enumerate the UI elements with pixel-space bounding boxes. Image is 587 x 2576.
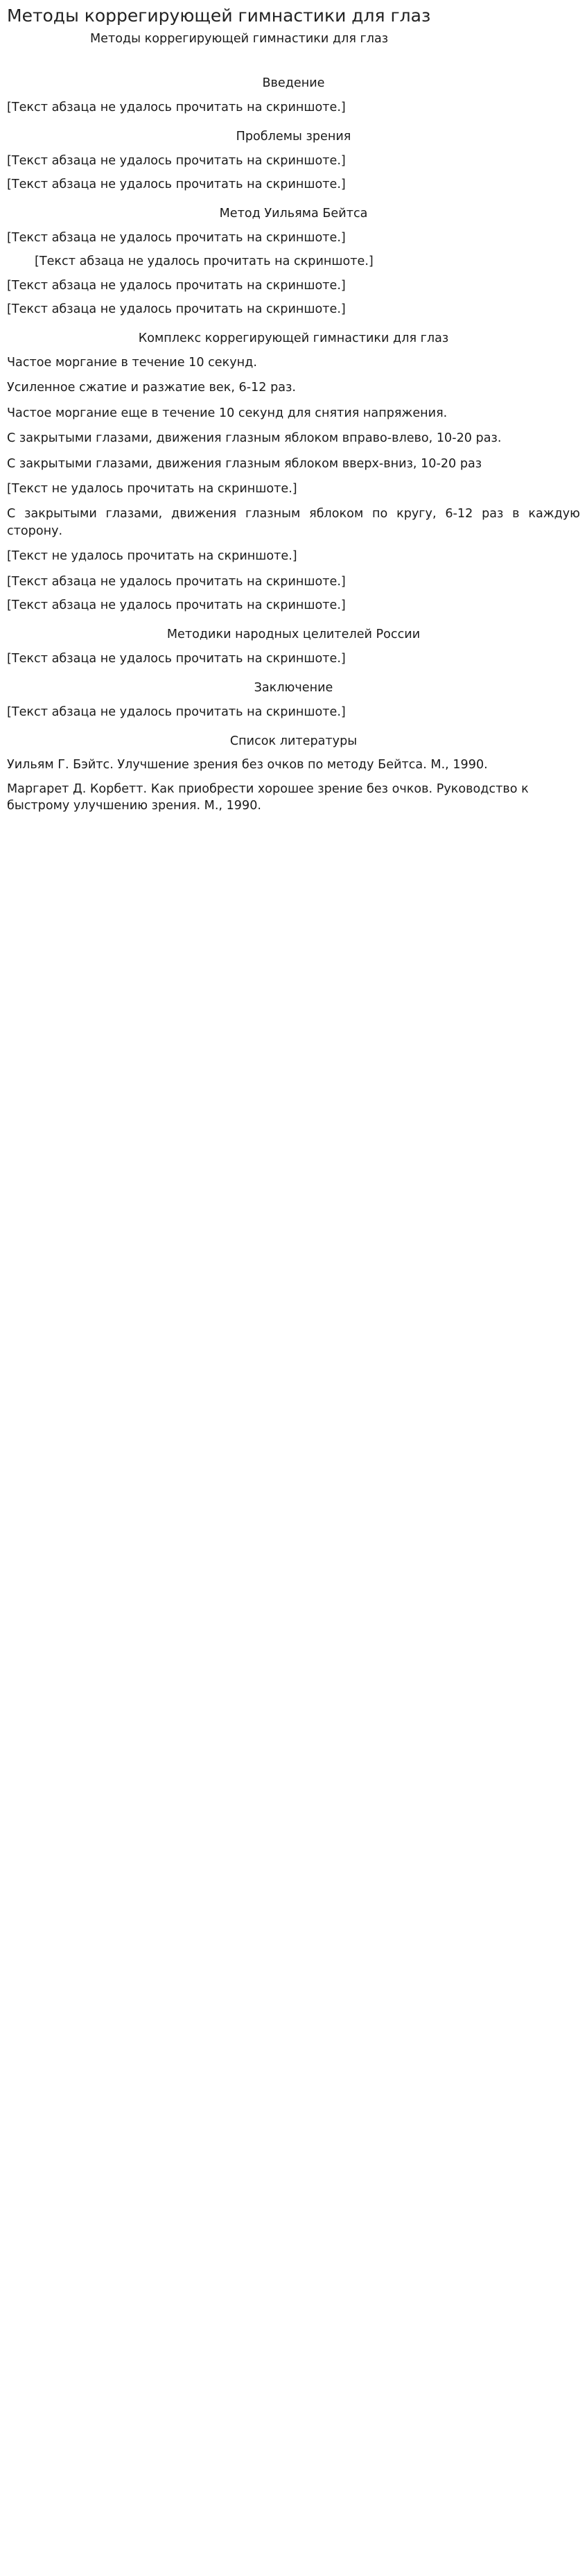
section-heading-references: Список литературы xyxy=(229,734,358,748)
paragraph-complex-2: [Текст абзаца не удалось прочитать на скриншоте.] xyxy=(7,598,346,612)
section-heading-intro: Введение xyxy=(262,76,325,91)
document-page xyxy=(0,0,587,836)
section-heading-bates: Метод Уильяма Бейтса xyxy=(219,207,368,221)
section-heading-complex: Комплекс коррегирующей гимнастики для глаз xyxy=(138,331,449,346)
paragraph-bates-2: [Текст абзаца не удалось прочитать на скриншоте.] xyxy=(35,254,374,269)
exercise-line-2: Усиленное сжатие и разжатие век, 6-12 раз. xyxy=(7,381,296,395)
paragraph-conclusion-1: [Текст абзаца не удалось прочитать на скриншоте.] xyxy=(7,704,346,719)
exercise-line-6: [Текст не удалось прочитать на скриншоте.] xyxy=(7,481,297,496)
section-heading-conclusion: Заключение xyxy=(254,681,333,695)
paragraph-bates-1: [Текст абзаца не удалось прочитать на скриншоте.] xyxy=(7,230,346,245)
paragraph-problems-1: [Текст абзаца не удалось прочитать на скриншоте.] xyxy=(7,153,346,168)
paragraph-bates-3: [Текст абзаца не удалось прочитать на скриншоте.] xyxy=(7,278,346,293)
paragraph-problems-2: [Текст абзаца не удалось прочитать на скриншоте.] xyxy=(7,178,346,192)
paragraph-bates-4: [Текст абзаца не удалось прочитать на скриншоте.] xyxy=(7,302,346,317)
page-title: Методы коррегирующей гимнастики для глаз xyxy=(7,6,431,26)
exercise-line-7: С закрытыми глазами, движения глазным яблоком по кругу, 6-12 раз в каждую сторону. xyxy=(7,507,580,538)
exercise-line-4: С закрытыми глазами, движения глазным яблоком вправо-влево, 10-20 раз. xyxy=(7,431,502,446)
exercise-line-3: Частое моргание еще в течение 10 секунд для снятия напряжения. xyxy=(7,406,448,420)
section-heading-problems: Проблемы зрения xyxy=(236,130,351,144)
document-subtitle: Методы коррегирующей гимнастики для глаз xyxy=(90,32,389,46)
exercise-line-8: [Текст не удалось прочитать на скриншоте.] xyxy=(7,549,297,564)
paragraph-complex-1: [Текст абзаца не удалось прочитать на скриншоте.] xyxy=(7,574,346,589)
section-heading-folk: Методики народных целителей России xyxy=(166,628,421,642)
reference-item-2: Маргарет Д. Корбетт. Как приобрести хорошее зрение без очков. Руководство к быстрому улучшению зрения. М., 1990. xyxy=(7,781,529,813)
reference-item-1: Уильям Г. Бэйтс. Улучшение зрения без очков по методу Бейтса. М., 1990. xyxy=(7,758,488,772)
exercise-line-5: С закрытыми глазами, движения глазным яблоком вверх-вниз, 10-20 раз xyxy=(7,456,482,471)
exercise-line-1: Частое моргание в течение 10 секунд. xyxy=(7,355,257,370)
paragraph-intro-1: [Текст абзаца не удалось прочитать на скриншоте.] xyxy=(7,100,346,114)
paragraph-folk-1: [Текст абзаца не удалось прочитать на скриншоте.] xyxy=(7,651,346,666)
